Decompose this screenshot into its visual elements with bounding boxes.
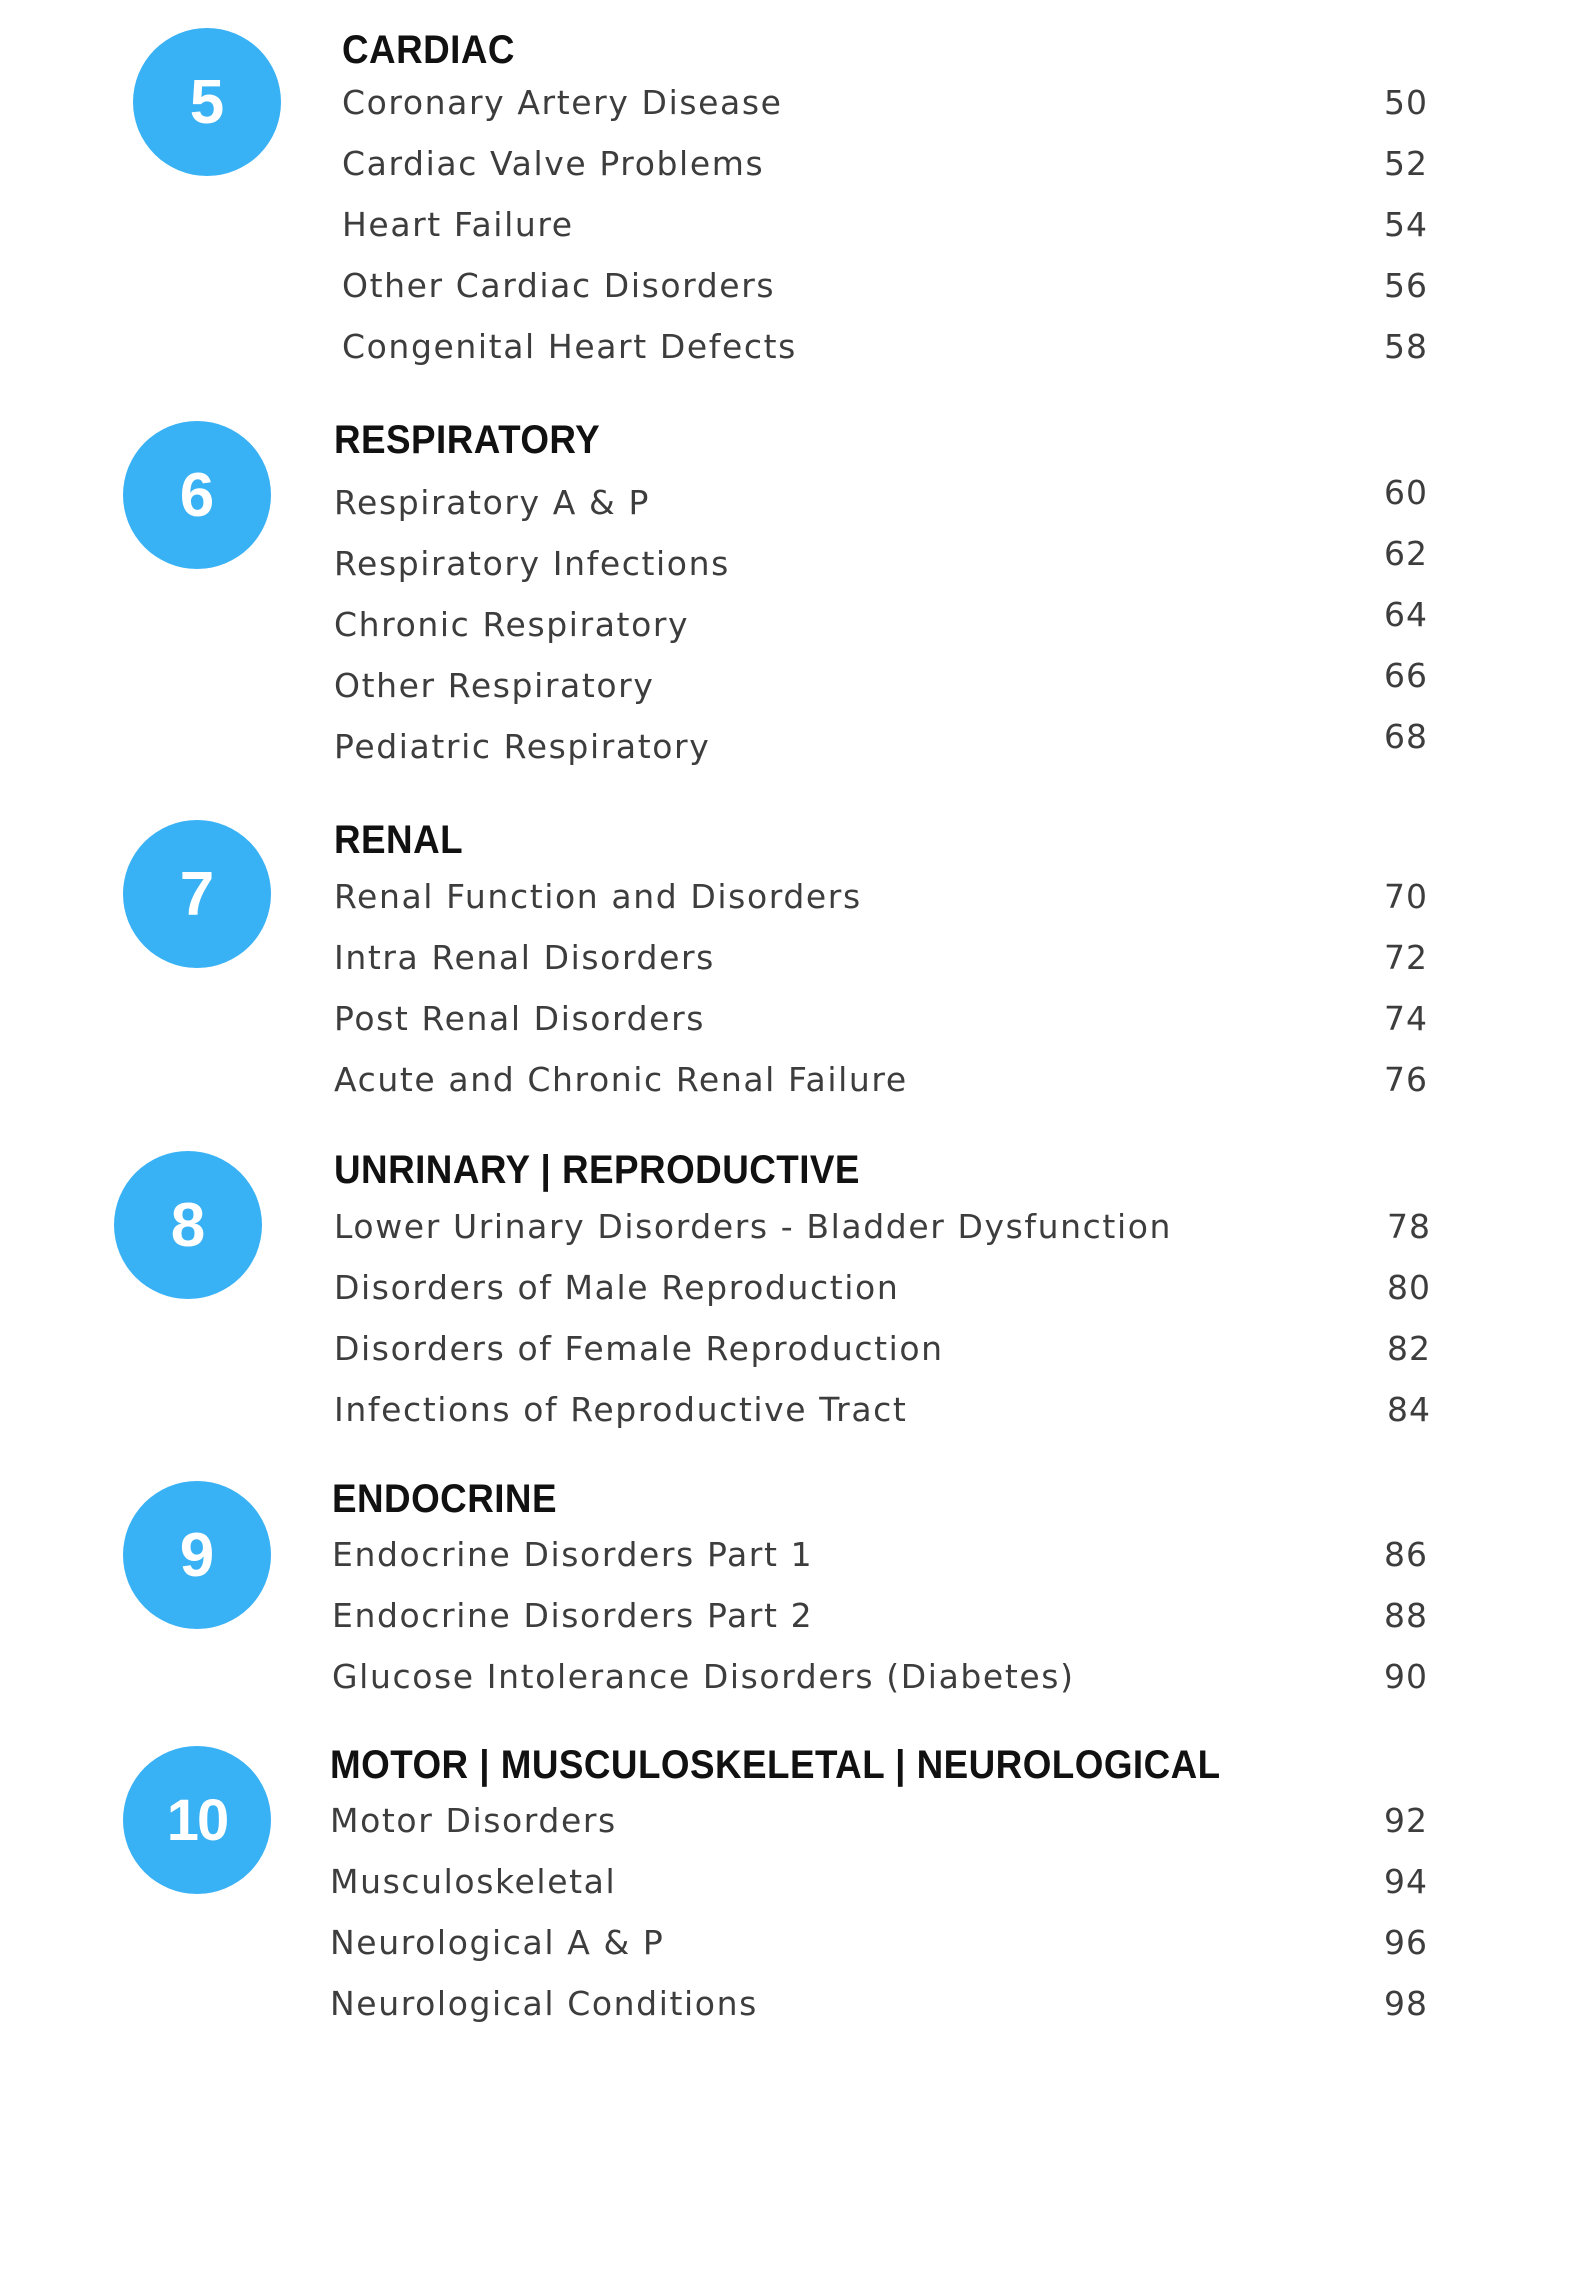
toc-entry[interactable] xyxy=(0,143,1588,185)
section-heading: MOTOR | MUSCULOSKELETAL | NEUROLOGICAL xyxy=(330,1743,1221,1787)
toc-entry[interactable] xyxy=(0,1389,1588,1431)
toc-entry-label: Other Respiratory xyxy=(334,666,655,705)
toc-entry-label: Neurological Conditions xyxy=(330,1984,758,2023)
toc-entry-label: Musculoskeletal xyxy=(330,1862,617,1901)
toc-entry-page: 66 xyxy=(1384,656,1428,695)
toc-entry-label: Acute and Chronic Renal Failure xyxy=(334,1060,908,1099)
toc-entry[interactable] xyxy=(0,1983,1588,2025)
toc-entry-page: 80 xyxy=(1387,1268,1431,1307)
toc-entry[interactable] xyxy=(0,1922,1588,1964)
toc-entry[interactable] xyxy=(0,1861,1588,1903)
toc-entry[interactable] xyxy=(0,265,1588,307)
toc-entry[interactable] xyxy=(0,326,1588,368)
toc-entry-label: Congenital Heart Defects xyxy=(342,327,797,366)
toc-entry-page: 60 xyxy=(1384,473,1428,512)
toc-entry[interactable] xyxy=(0,998,1588,1040)
toc-entry[interactable] xyxy=(0,1267,1588,1309)
toc-entry-page: 78 xyxy=(1387,1207,1431,1246)
toc-entry-page: 82 xyxy=(1387,1329,1431,1368)
section-heading: CARDIAC xyxy=(342,28,515,72)
toc-entry-label: Disorders of Male Reproduction xyxy=(334,1268,900,1307)
toc-entry-page: 84 xyxy=(1387,1390,1431,1429)
toc-entry-label: Disorders of Female Reproduction xyxy=(334,1329,944,1368)
toc-entry-page: 98 xyxy=(1384,1984,1428,2023)
toc-entry-label: Chronic Respiratory xyxy=(334,605,690,644)
toc-entry-label: Intra Renal Disorders xyxy=(334,938,715,977)
toc-entry-label: Pediatric Respiratory xyxy=(334,727,711,766)
section-heading: RENAL xyxy=(334,818,464,862)
chapter-number-badge: 5 xyxy=(133,28,281,176)
toc-entry-label: Other Cardiac Disorders xyxy=(342,266,776,305)
toc-entry-page: 76 xyxy=(1384,1060,1428,1099)
toc-entry[interactable] xyxy=(0,204,1588,246)
chapter-number-badge: 7 xyxy=(123,820,271,968)
toc-entry-label: Endocrine Disorders Part 2 xyxy=(332,1596,814,1635)
toc-entry-label: Cardiac Valve Problems xyxy=(342,144,765,183)
toc-entry-page: 64 xyxy=(1384,595,1428,634)
toc-entry[interactable] xyxy=(0,534,1588,585)
toc-entry-page: 50 xyxy=(1384,83,1428,122)
toc-entry-label: Neurological A & P xyxy=(330,1923,665,1962)
chapter-number-badge: 10 xyxy=(123,1746,271,1894)
chapter-number-badge: 9 xyxy=(123,1481,271,1629)
toc-entry-page: 56 xyxy=(1384,266,1428,305)
toc-entry-page: 88 xyxy=(1384,1596,1428,1635)
toc-entry[interactable] xyxy=(0,1534,1588,1576)
toc-entry[interactable] xyxy=(0,656,1588,707)
toc-entry-label: Infections of Reproductive Tract xyxy=(334,1390,908,1429)
toc-entry-label: Renal Function and Disorders xyxy=(334,877,862,916)
toc-entry[interactable] xyxy=(0,1328,1588,1370)
toc-entry-page: 72 xyxy=(1384,938,1428,977)
toc-entry-label: Coronary Artery Disease xyxy=(342,83,783,122)
toc-entry-label: Respiratory A & P xyxy=(334,483,650,522)
toc-entry-page: 68 xyxy=(1384,717,1428,756)
chapter-number-badge: 6 xyxy=(123,421,271,569)
section-heading: ENDOCRINE xyxy=(332,1477,557,1521)
chapter-number-badge: 8 xyxy=(114,1151,262,1299)
toc-entry-page: 54 xyxy=(1384,205,1428,244)
toc-entry-page: 58 xyxy=(1384,327,1428,366)
toc-entry-label: Post Renal Disorders xyxy=(334,999,706,1038)
toc-entry-page: 96 xyxy=(1384,1923,1428,1962)
toc-entry[interactable] xyxy=(0,1800,1588,1842)
toc-entry-label: Heart Failure xyxy=(342,205,574,244)
toc-entry-page: 52 xyxy=(1384,144,1428,183)
toc-entry[interactable] xyxy=(0,473,1588,524)
toc-entry-page: 92 xyxy=(1384,1801,1428,1840)
toc-entry[interactable] xyxy=(0,1059,1588,1101)
toc-entry-page: 70 xyxy=(1384,877,1428,916)
toc-entry[interactable] xyxy=(0,1595,1588,1637)
section-heading: RESPIRATORY xyxy=(334,418,601,462)
toc-entry-label: Motor Disorders xyxy=(330,1801,617,1840)
toc-entry-label: Endocrine Disorders Part 1 xyxy=(332,1535,814,1574)
toc-entry-page: 62 xyxy=(1384,534,1428,573)
toc-entry[interactable] xyxy=(0,82,1588,124)
toc-entry-page: 90 xyxy=(1384,1657,1428,1696)
section-heading: UNRINARY | REPRODUCTIVE xyxy=(334,1148,860,1192)
toc-entry[interactable] xyxy=(0,717,1588,768)
toc-entry-page: 94 xyxy=(1384,1862,1428,1901)
toc-entry-label: Glucose Intolerance Disorders (Diabetes) xyxy=(332,1657,1075,1696)
toc-entry[interactable] xyxy=(0,876,1588,918)
toc-entry[interactable] xyxy=(0,595,1588,646)
toc-entry[interactable] xyxy=(0,1656,1588,1698)
toc-entry-label: Respiratory Infections xyxy=(334,544,730,583)
toc-entry[interactable] xyxy=(0,1206,1588,1248)
toc-entry-page: 86 xyxy=(1384,1535,1428,1574)
toc-entry-label: Lower Urinary Disorders - Bladder Dysfunction xyxy=(334,1207,1173,1246)
toc-entry[interactable] xyxy=(0,937,1588,979)
toc-entry-page: 74 xyxy=(1384,999,1428,1038)
